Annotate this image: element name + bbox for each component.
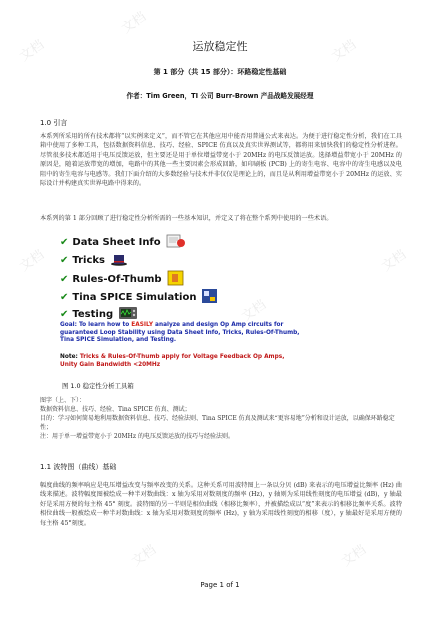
page-footer: Page 1 of 1 (200, 581, 240, 589)
watermark: 文档 (239, 297, 270, 325)
toolbox-item-datasheet: ✔ Data Sheet Info (60, 234, 186, 251)
author-line: 作者：Tim Green，TI 公司 Burr-Brown 产品战略发展经理 (126, 92, 314, 100)
checkmark-icon: ✔ (60, 292, 69, 303)
section-heading-intro: 1.0 引言 (40, 119, 68, 127)
checkmark-icon: ✔ (60, 309, 69, 320)
watermark: 文档 (329, 37, 360, 65)
figure-legend-line: 目的：学习如何简易地利用数据资料信息、技巧、经验法则、Tina SPICE 仿真及测试来“更容易地”分析和设计运放，以确保环路稳定性； (40, 415, 395, 432)
part-subtitle: 第 1 部分（共 15 部分）：环路稳定性基础 (153, 68, 287, 76)
toolbox-item-spice: ✔ Tina SPICE Simulation (60, 288, 219, 307)
toolbox-figure (60, 230, 300, 380)
figure-goal-text: Goal: To learn how to EASILY analyze and design Op Amp circuits for guaranteed Loop Stability using Data Sheet Info, Tricks, Rules-Of-Thumb, Tina SPICE Simulation, and Testing. (60, 322, 300, 344)
magic-hat-icon (110, 252, 128, 269)
oscilloscope-icon (118, 306, 138, 323)
bode-paragraph: 幅度曲线的频率响应是电压增益改变与频率改变的关系。这种关系可用波特图上一条以分贝 (dB) 来表示的电压增益比频率 (Hz) 曲线来描述。波特幅度图被绘成一种半对数曲线：x 轴为采用对数刻度的频率 (Hz)，y 轴则为采用线性刻度的电压增益 (dB)，y 轴最好是采用方便的每主格 45° 刻度。波特图的另一半则是相位曲线（相移比频率），并被描绘成以“度”来表示的相移比频率关系。波特相位曲线一般被绘成一种半对数曲线：x 轴为采用对数刻度的频率 (Hz)，y 轴为采用线性刻度的相移（度），y 轴最好是采用方便的每主格 45°刻度。 (40, 482, 402, 527)
watermark: 文档 (339, 542, 370, 570)
figure-caption: 图 1.0 稳定性分析工具箱 (62, 382, 134, 390)
intro-paragraph: 本系列所采用的所有技术都将“以实例来定义”，而不管它在其他应用中能否用普通公式来表达。为便于进行稳定性分析，我们在工具箱中使用了多种工具，包括数据资料信息、技巧、经验、SPICE 仿真以及真实世界测试等，都将用来加快我们的稳定性分析进程。尽管很多技术都适用于电压反馈运放，但主要还是用于单位增益带宽小于 20MHz 的电压反馈运放。选择增益带宽小于 20MHz 的原因是，随着运放带宽的增加，电路中的其他一些主要因素会形成回路，如印刷板 (PCB) 上的寄生电容、电容中的寄生电感以及电阻中的寄生电容与电感等。我们下面介绍的大多数经验与技术并非仅仅是理论上的，而且是从利用增益带宽小于 20MHz 的运放、实际设计并构建真实世界电路中得来的。 (40, 133, 402, 188)
watermark: 文档 (379, 247, 410, 275)
toolbox-item-testing: ✔ Testing (60, 306, 138, 323)
checkmark-icon: ✔ (60, 255, 69, 266)
thumb-rule-icon (167, 270, 185, 289)
figure-legend-line: 数据资料信息、技巧、经验、Tina SPICE 仿真、测试； (40, 406, 191, 413)
watermark: 文档 (129, 542, 160, 570)
toolbox-item-tricks: ✔ Tricks (60, 252, 128, 269)
watermark: 文档 (119, 9, 150, 37)
document-title: 运放稳定性 (192, 40, 248, 53)
watermark: 文档 (17, 37, 48, 65)
figure-legend-line: 图字（上、下）： (40, 397, 86, 404)
datasheet-icon (166, 234, 186, 251)
checkmark-icon: ✔ (60, 237, 69, 248)
spice-software-icon (201, 288, 219, 307)
toolbox-item-rules: ✔ Rules-Of-Thumb (60, 270, 185, 289)
figure-legend-line: 注：用于单一增益带宽小于 20MHz 的电压反馈运放的技巧与经验法则。 (40, 433, 234, 440)
checkmark-icon: ✔ (60, 274, 69, 285)
figure-note-text: Note: Tricks & Rules-Of-Thumb apply for Voltage Feedback Op Amps, Unity Gain Bandwidth <20MHz (60, 354, 285, 368)
watermark: 文档 (17, 247, 48, 275)
intro-paragraph-2: 本系列的第 1 部分回顾了进行稳定性分析所需的一些基本知识，并定义了将在整个系列中使用的一些术语。 (40, 215, 333, 222)
section-heading-bode: 1.1 波特图（曲线）基础 (40, 463, 117, 471)
